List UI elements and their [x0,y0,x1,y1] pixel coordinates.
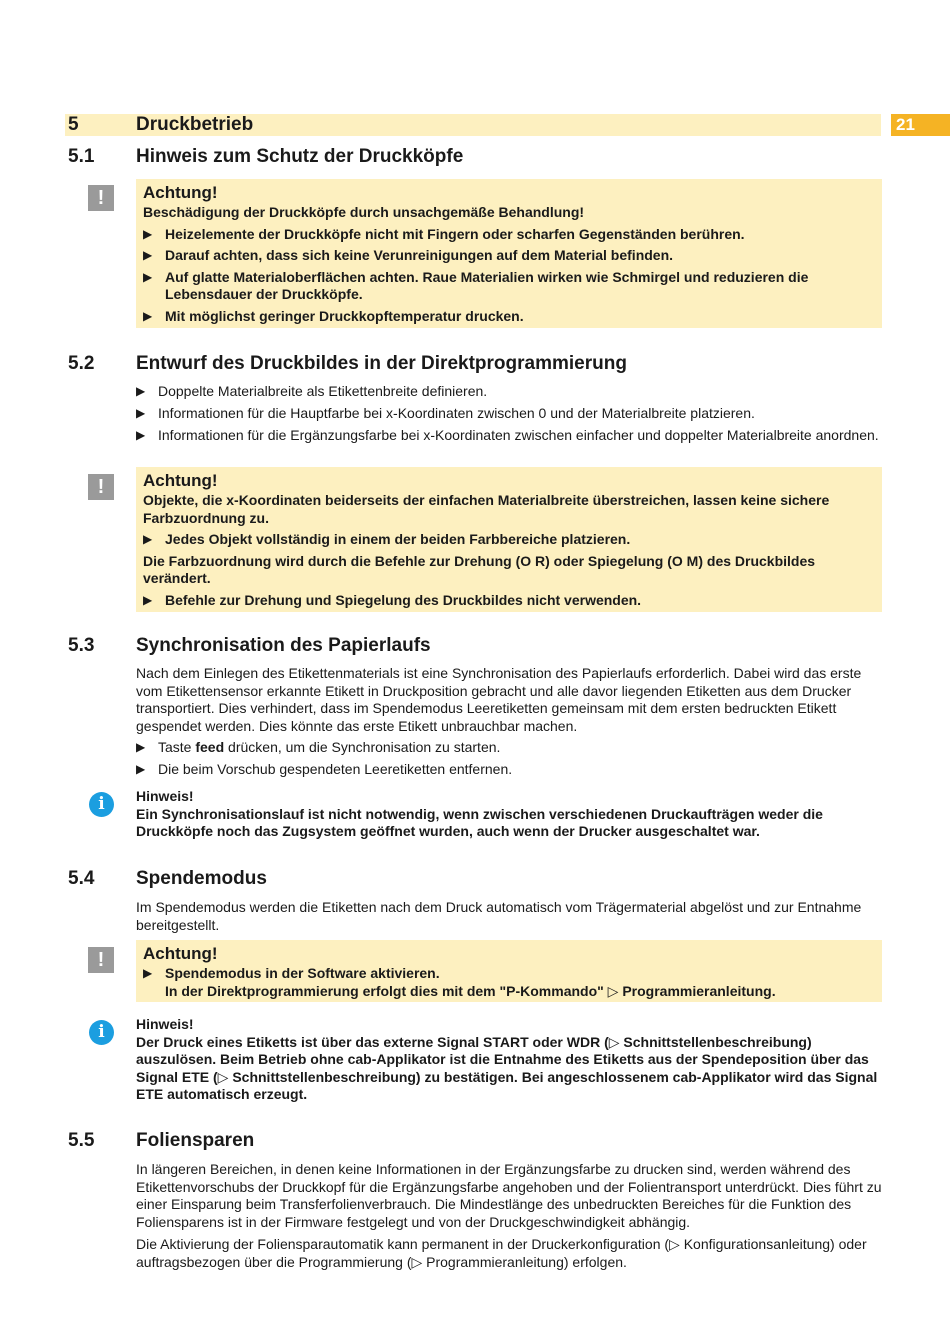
section-body [136,899,882,934]
section-body [136,665,882,783]
list-item: ▶ Doppelte Materialbreite als Etikettenbreite definieren. [136,383,488,399]
section-number: 5.1 [68,146,95,167]
list-item: ▶ Auf glatte Materialoberflächen achten. Raue Materialien wirken wie Schmirgel und reduzieren die Lebensdauer der Druckköpfe. [143,268,809,302]
list-item: ▶ Jedes Objekt vollständig in einem der beiden Farbbereiche platzieren. [143,531,631,547]
bullet-arrow-icon: ▶ [136,762,146,776]
list-item: ▶ Informationen für die Ergänzungsfarbe bei x-Koordinaten zwischen einfacher und doppelter Materialbreite anordnen. [136,427,879,443]
bullet-arrow-icon: ▶ [143,248,153,262]
chapter-header [65,114,881,136]
bullet-list [136,383,882,445]
warning-icon: ! [88,474,114,500]
bullet-arrow-icon: ▶ [143,269,153,284]
section-number: 5.3 [68,635,95,656]
warning-bullet-list [143,531,874,549]
warning-bullet-list [143,592,874,610]
list-item: ▶ Darauf achten, dass sich keine Verunreinigungen auf dem Material befinden. [143,247,674,263]
list-item: ▶ Taste feed drücken, um die Synchronisation zu starten. [136,739,501,755]
section-number: 5.4 [68,868,95,889]
warning-bullet-list [143,226,874,326]
warning-text: Die Farbzuordnung wird durch die Befehle zur Drehung (O R) oder Spiegelung (O M) des Druckbildes verändert. [143,552,816,586]
warning-icon: ! [88,947,114,973]
paragraph: In längeren Bereichen, in denen keine Informationen in der Ergänzungsfarbe zu drucken sind, werden während des Etikettenvorschubs der Druckkopf für die Ergänzungsfarbe angehoben und der Folientransport unterdrückt. Dies führt zu einer Einsparung beim Transferfolienverbrauch. Die Mindestlänge des unbedruckten Bereiches für die Funktion des Foliensparens ist in der Firmware festgelegt und von der Druckgeschwindigkeit abhängig. [136,1161,882,1230]
warning-icon: ! [88,185,114,211]
bullet-arrow-icon: ▶ [136,428,146,442]
hint-text: Der Druck eines Etiketts ist über das externe Signal START oder WDR (▷ Schnittstellenbeschreibung) auszulösen. Beim Betrieb ohne cab-Applikator ist die Entnahme des Etiketts aus der Spendeposition über das Signal ETE (▷ Schnittstellenbeschreibung) zu bestätigen. Bei angeschlossenem cab-Applikator wird das Signal ETE automatisch erzeugt. [136,1033,878,1102]
page-number: 21 [891,114,950,136]
hint-block [136,788,882,841]
section-body [136,383,882,449]
section-body [136,1161,882,1271]
list-item: ▶ Heizelemente der Druckköpfe nicht mit Fingern oder scharfen Gegenständen berühren. [143,225,745,242]
section-title: Synchronisation des Papierlaufs [136,635,431,656]
list-item: ▶ Befehle zur Drehung und Spiegelung des Druckbildes nicht verwenden. [143,591,642,608]
paragraph: Die Aktivierung der Foliensparautomatik kann permanent in der Druckerkonfiguration (▷ Konfigurationsanleitung) oder auftragsbezogen über die Programmierung (▷ Programmieranleitung) erfolgen. [136,1236,867,1270]
warning-title: Achtung! [143,471,218,490]
hint-block [136,1016,882,1104]
chapter-title: Druckbetrieb [136,114,254,135]
section-title: Entwurf des Druckbildes in der Direktprogrammierung [136,353,627,374]
bullet-arrow-icon: ▶ [136,384,146,398]
bullet-arrow-icon: ▶ [136,740,146,754]
list-item: ▶ Die beim Vorschub gespendeten Leeretiketten entfernen. [136,761,513,777]
warning-title: Achtung! [143,183,218,202]
bullet-arrow-icon: ▶ [143,532,153,546]
info-icon: i [89,792,114,817]
bullet-arrow-icon: ▶ [143,592,153,607]
bullet-arrow-icon: ▶ [136,406,146,420]
warning-title: Achtung! [143,944,218,963]
list-item: ▶ Spendemodus in der Software aktivieren. In der Direktprogrammierung erfolgt dies mit dem "P-Kommando" ▷ Programmieranleitung. [143,965,776,999]
bullet-arrow-icon: ▶ [143,966,153,980]
list-item: ▶ Mit möglichst geringer Druckkopftemperatur drucken. [143,307,524,324]
bullet-arrow-icon: ▶ [143,308,153,323]
hint-text: Ein Synchronisationslauf ist nicht notwendig, wenn zwischen verschiedenen Druckaufträgen weder die Druckköpfe noch das Zugsystem geöffnet wurden, auch wenn der Drucker ausgeschaltet war. [136,805,823,839]
chapter-number: 5 [68,114,79,135]
paragraph: Im Spendemodus werden die Etiketten nach dem Druck automatisch vom Trägermaterial abgelöst und zur Entnahme bereitgestellt. [136,899,862,933]
section-title: Foliensparen [136,1130,255,1151]
hint-title: Hinweis! [136,788,194,804]
paragraph: Nach dem Einlegen des Etikettenmaterials ist eine Synchronisation des Papierlaufs erforderlich. Dabei wird das erste vom Etikettensensor erkannte Etikett in Druckposition gebracht und alle davor liegenden Etiketten aus dem Drucker transportiert. Dies verhindert, dass im Spendemodus Leeretiketten gemeinsam mit dem ersten bedruckten Etikett gespendet werden. Dies könnte das erste Etikett unbrauchbar machen. [136,665,862,734]
warning-box [136,940,882,1002]
key-name: feed [195,739,225,755]
warning-box [136,179,882,328]
section-title: Spendemodus [136,868,267,889]
warning-text: Objekte, die x-Koordinaten beiderseits der einfachen Materialbreite überstreichen, lassen keine sichere Farbzuordnung zu. [143,492,830,526]
warning-box [136,467,882,612]
warning-bullet-list [143,965,874,1000]
info-icon: i [89,1020,114,1045]
warning-lead: Beschädigung der Druckköpfe durch unsachgemäße Behandlung! [143,204,585,220]
bullet-arrow-icon: ▶ [143,226,153,241]
bullet-list [136,739,882,779]
section-title: Hinweis zum Schutz der Druckköpfe [136,146,464,167]
list-item: ▶ Informationen für die Hauptfarbe bei x-Koordinaten zwischen 0 und der Materialbreite platzieren. [136,405,755,421]
hint-title: Hinweis! [136,1016,194,1032]
section-number: 5.5 [68,1130,95,1151]
section-number: 5.2 [68,353,95,374]
